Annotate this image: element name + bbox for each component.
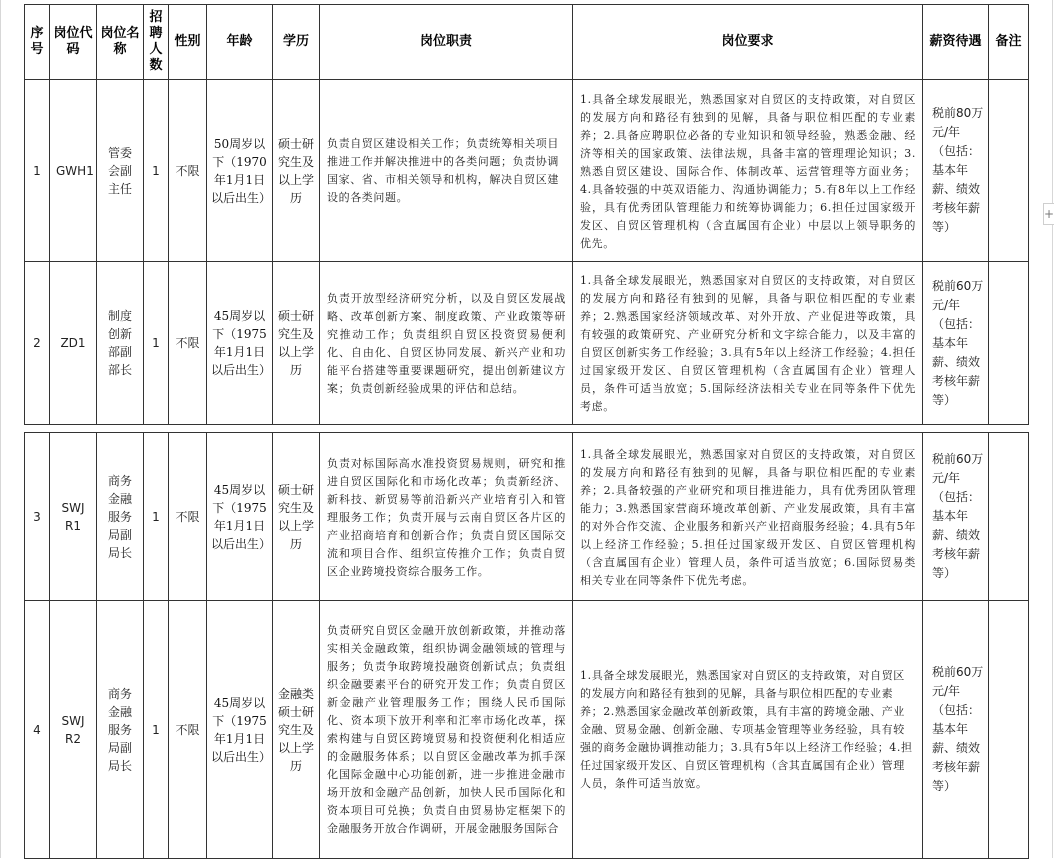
row-age: 45周岁以下（1975年1月1日以后出生） <box>211 309 272 377</box>
table-row <box>25 601 1029 859</box>
row-requirements-cell <box>573 80 923 262</box>
header-code: 岗位代码 <box>50 5 97 80</box>
row-count: 1 <box>152 163 160 178</box>
row-remarks-cell <box>989 433 1029 601</box>
row-code-cell <box>50 601 97 859</box>
row-count: 1 <box>152 509 160 524</box>
header-duties: 岗位职责 <box>320 5 573 80</box>
row-requirements: 1.具备全球发展眼光，熟悉国家对自贸区的支持政策，对自贸区的发展方向和路径有独到的见解，具备与职位相匹配的专业素养；2.熟悉国家经济领域改革、对外开放、产业促进等政策，具有较强的政策研究、产业研究分析和文字综合能力，以及丰富的自贸区创新实务工作经验；3.具有5年以上经济工作经验；4.担任过国家级开发区、自贸区管理机构（含直属国有企业）管理人员，条件可适当放宽；5.国际经济法相关专业在同等条件下优先考虑。 <box>580 274 916 413</box>
row-education: 硕士研究生及以上学历 <box>277 482 314 551</box>
job-table-lower <box>24 432 1029 859</box>
header-remarks: 备注 <box>989 5 1029 80</box>
row-seq-cell <box>25 601 50 859</box>
row-salary: 税前80万元/年（包括：基本年薪、绩效考核年薪等） <box>932 106 984 234</box>
row-requirements: 1.具备全球发展眼光，熟悉国家对自贸区的支持政策，对自贸区的发展方向和路径有独到的见解，具备与职位相匹配的专业素养；2.具备较强的产业研究和项目推进能力，具有优秀团队管理能力；3.熟悉国家营商环境改革创新、产业发展政策，具有丰富的对外合作交流、企业服务和新兴产业招商服务经验；4.具有5年以上经济工作经验；5.担任过国家级开发区、自贸区管理机构（含直属国有企业）管理人员，条件可适当放宽；6.国际贸易类相关专业在同等条件下优先考虑。 <box>580 447 916 587</box>
row-education: 硕士研究生及以上学历 <box>277 309 314 377</box>
row-salary-cell <box>923 80 989 262</box>
row-requirements: 1.具备全球发展眼光，熟悉国家对自贸区的支持政策，对自贸区的发展方向和路径有独到的见解，具备与职位相匹配的专业素养；2.具备应聘职位必备的专业知识和领导经验，熟悉金融、经济等相关的国家政策、法律法规，具备丰富的管理理论知识；3.熟悉自贸区建设、国际合作、体制改革、运营管理等方面业务；4.具备较强的中英双语能力、沟通协调能力；5.有8年以上工作经验，具有优秀团队管理能力和统筹协调能力；6.担任过国家级开发区、自贸区管理机构（含直属国有企业）中层以上领导职务的优先。 <box>580 92 916 250</box>
row-seq: 3 <box>33 509 41 524</box>
row-duties: 负责开放型经济研究分析，以及自贸区发展战略、改革创新方案、制度政策、产业政策等研究推动工作；负责组织自贸区投资贸易便利化、自由化、自贸区协同发展、新兴产业和功能平台搭建等重要课题研究，提出创新建议方案；负责创新经验成果的评估和总结。 <box>327 292 566 395</box>
row-count-cell <box>144 601 169 859</box>
row-age: 50周岁以下（1970年1月1日以后出生） <box>211 136 272 205</box>
row-duties-cell <box>320 262 573 425</box>
row-count: 1 <box>152 722 160 737</box>
row-count-cell <box>144 433 169 601</box>
header-count: 招聘人数 <box>144 5 169 80</box>
row-seq: 4 <box>33 722 41 737</box>
row-age: 45周岁以下（1975年1月1日以后出生） <box>211 695 272 764</box>
right-page-edge <box>1052 0 1053 858</box>
header-age: 年龄 <box>207 5 273 80</box>
row-name: 制度创新部副部长 <box>107 309 132 377</box>
row-seq: 1 <box>33 163 41 178</box>
row-seq-cell <box>25 433 50 601</box>
row-code: SWJR2 <box>61 713 85 746</box>
row-education: 金融类硕士研究生及以上学历 <box>277 686 314 773</box>
row-name-cell <box>97 262 144 425</box>
row-seq-cell <box>25 80 50 262</box>
row-name: 商务金融服务局副局长 <box>107 473 132 560</box>
header-education: 学历 <box>273 5 320 80</box>
row-age-cell <box>207 601 273 859</box>
row-salary-cell <box>923 433 989 601</box>
row-duties-cell <box>320 80 573 262</box>
expand-handle-icon[interactable]: + <box>1043 203 1054 225</box>
row-code: ZD1 <box>60 336 86 350</box>
row-education-cell <box>273 601 320 859</box>
row-name: 管委会副主任 <box>107 145 132 196</box>
row-code-cell <box>50 262 97 425</box>
row-age: 45周岁以下（1975年1月1日以后出生） <box>211 482 272 551</box>
row-age-cell <box>207 433 273 601</box>
row-name-cell <box>97 433 144 601</box>
row-education-cell <box>273 80 320 262</box>
row-gender: 不限 <box>175 163 200 178</box>
row-duties: 负责对标国际高水准投资贸易规则，研究和推进自贸区国际化和市场化改革；负责新经济、新科技、新贸易等前沿新兴产业培育引入和管理服务工作；负责开展与云南自贸区各片区的产业招商培育和创新合作；负责自贸区国际交流和项目合作、组织宣传推介工作；负责自贸区企业跨境投资综合服务工作。 <box>327 456 566 578</box>
row-code: SWJR1 <box>61 500 85 533</box>
row-age-cell <box>207 80 273 262</box>
left-page-edge <box>0 0 1 858</box>
header-salary: 薪资待遇 <box>923 5 989 80</box>
row-salary: 税前60万元/年（包括：基本年薪、绩效考核年薪等） <box>932 665 984 793</box>
row-count-cell <box>144 262 169 425</box>
row-requirements-cell <box>573 433 923 601</box>
row-code-cell <box>50 433 97 601</box>
table-row <box>25 80 1029 262</box>
row-duties-cell <box>320 601 573 859</box>
row-gender-cell <box>169 80 207 262</box>
row-requirements-cell <box>573 262 923 425</box>
row-gender-cell <box>169 601 207 859</box>
row-gender: 不限 <box>175 722 200 737</box>
row-code-cell <box>50 80 97 262</box>
header-row <box>25 5 1029 80</box>
row-salary: 税前60万元/年（包括：基本年薪、绩效考核年薪等） <box>932 278 984 407</box>
row-salary-cell <box>923 262 989 425</box>
job-table-upper <box>24 4 1029 425</box>
row-requirements: 1.具备全球发展眼光，熟悉国家对自贸区的支持政策，对自贸区的发展方向和路径有独到的见解，具备与职位相匹配的专业素养；2.熟悉国家金融改革创新政策，具有丰富的跨境金融、产业金融、贸易金融、创新金融、专项基金管理等业务经验，具有较强的商务金融协调推动能力；3.具有5年以上经济工作经验；4.担任过国家级开发区、自贸区管理机构（含其直属国有企业）管理人员，条件可适当放宽。 <box>580 668 913 790</box>
row-remarks-cell <box>989 80 1029 262</box>
header-gender: 性别 <box>169 5 207 80</box>
row-education-cell <box>273 262 320 425</box>
table-row <box>25 262 1029 425</box>
row-name-cell <box>97 601 144 859</box>
row-seq-cell <box>25 262 50 425</box>
row-code: GWH1 <box>56 163 94 178</box>
row-count: 1 <box>152 336 160 350</box>
row-gender: 不限 <box>175 509 200 524</box>
header-requirements: 岗位要求 <box>573 5 923 80</box>
row-requirements-cell <box>573 601 923 859</box>
header-name: 岗位名称 <box>97 5 144 80</box>
row-remarks-cell <box>989 601 1029 859</box>
row-salary-cell <box>923 601 989 859</box>
row-gender-cell <box>169 433 207 601</box>
row-gender: 不限 <box>175 336 200 350</box>
row-education-cell <box>273 433 320 601</box>
row-age-cell <box>207 262 273 425</box>
row-gender-cell <box>169 262 207 425</box>
row-duties: 负责研究自贸区金融开放创新政策，并推动落实相关金融政策，组织协调金融领域的管理与服务；负责争取跨境投融资创新试点；负责组织金融要素平台的研究开发工作；负责自贸区新金融产业管理服务工作；围绕人民币国际化、资本项下放开利率和汇率市场化改革，探索构建与自贸区跨境贸易和投资便利化相适应的金融服务体系；以自贸区金融改革为抓手深化国际金融中心功能创新，进一步推进金融市场开放和金融产品创新，加快人民币国际化和资本项目可兑换；负责自由贸易协定框架下的金融服务开放合作调研，开展金融服务国际合 <box>327 623 566 835</box>
table-row <box>25 433 1029 601</box>
row-duties: 负责自贸区建设相关工作；负责统筹相关项目推进工作并解决推进中的各类问题；负责协调国家、省、市相关领导和机构，解决自贸区建设的各类问题。 <box>327 136 559 204</box>
row-count-cell <box>144 80 169 262</box>
row-name-cell <box>97 80 144 262</box>
row-name: 商务金融服务局副局长 <box>107 686 132 773</box>
row-seq: 2 <box>33 336 41 350</box>
row-remarks-cell <box>989 262 1029 425</box>
row-salary: 税前60万元/年（包括：基本年薪、绩效考核年薪等） <box>932 452 984 580</box>
row-duties-cell <box>320 433 573 601</box>
header-seq: 序号 <box>25 5 50 80</box>
row-education: 硕士研究生及以上学历 <box>277 136 314 205</box>
